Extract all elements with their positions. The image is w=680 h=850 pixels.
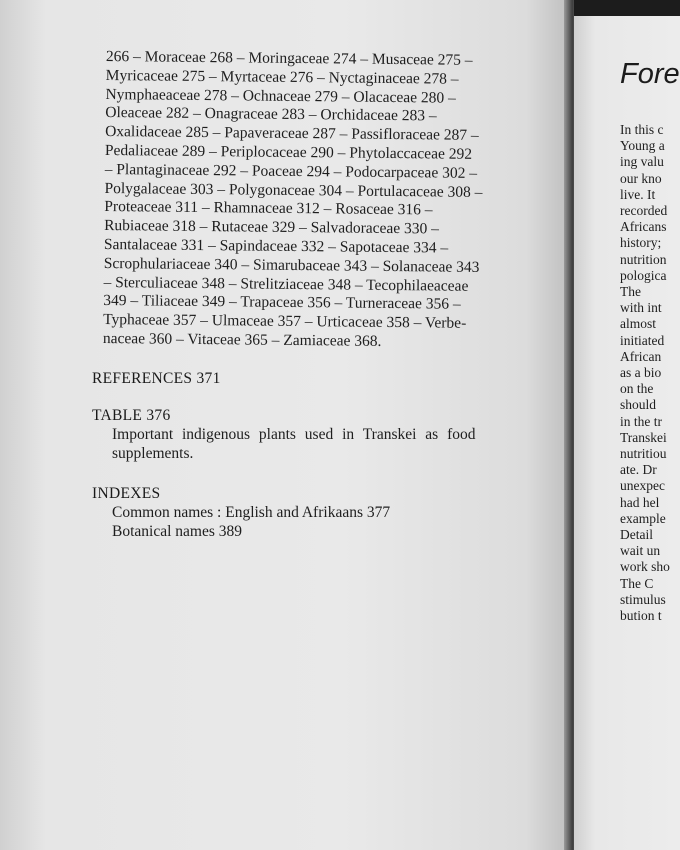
indexes-entry: Common names : English and Afrikaans 377 [112,504,391,521]
indexes-entry: Botanical names 389 [112,523,242,540]
index-line: Rubiaceae 318 – Rutaceae 329 – Salvadoraceae 330 – [104,217,440,238]
foreword-line: on the [620,381,654,397]
foreword-line: pologica [620,267,667,283]
index-line: Oxalidaceae 285 – Papaveraceae 287 – Passifloraceae 287 – [105,123,479,145]
references-heading: REFERENCES 371 [92,370,221,387]
foreword-line: in the tr [620,413,662,429]
foreword-line: In this c [620,122,664,137]
foreword-line: example [620,510,666,526]
foreword-title: Fore [620,58,680,90]
table-description-line: supplements. [112,445,194,462]
index-line: 349 – Tiliaceae 349 – Trapaceae 356 – Turneraceae 356 – [103,292,461,314]
foreword-line: with int [620,300,662,316]
foreword-line: The [620,284,641,300]
foreword-line: ing valu [620,154,664,170]
index-line: Santalaceae 331 – Sapindaceae 332 – Sapotaceae 334 – [103,235,449,257]
foreword-line: stimulus [620,591,666,607]
index-line: – Sterculiaceae 348 – Strelitziaceae 348 – Tecophilaeaceae [103,273,469,295]
foreword-line: our kno [620,170,662,186]
foreword-line: as a bio [620,365,662,381]
table-heading: TABLE 376 [92,407,171,424]
index-line: 266 – Moraceae 268 – Moringaceae 274 – Musaceae 275 – [105,48,473,69]
foreword-line: wait un [620,543,661,559]
index-line: Nymphaeaceae 278 – Ochnaceae 279 – Olacaceae 280 – [105,85,456,107]
foreword-line: African [620,348,662,364]
table-description [112,425,552,463]
index-line: naceae 360 – Vitaceae 365 – Zamiaceae 368. [102,329,382,350]
foreword-line: almost [620,316,656,332]
foreword-line: unexpec [620,478,665,494]
indexes-list [112,503,552,541]
foreword-line: history; [620,235,662,251]
table-description-line: Important indigenous plants used in Transkei as food [112,426,476,443]
foreword-line: live. It [620,186,656,202]
right-page-top-band [574,0,680,16]
family-index-continuation [103,48,556,353]
foreword-line: Africans [620,219,667,235]
foreword-line: nutritiou [620,446,667,462]
index-line: – Plantaginaceae 292 – Poaceae 294 – Podocarpaceae 302 – [104,160,478,182]
index-line: Myricaceae 275 – Myrtaceae 276 – Nyctaginaceae 278 – [105,66,459,88]
foreword-line: ate. Dr [620,462,657,478]
foreword-line: bution t [620,608,662,624]
foreword-line: recorded [620,203,668,219]
index-line: Typhaceae 357 – Ulmaceae 357 – Urticaceae 358 – Verbe- [103,311,467,332]
index-line: Proteaceae 311 – Rhamnaceae 312 – Rosaceae 316 – [104,198,433,219]
foreword-line: Detail [620,527,653,543]
foreword-line: Transkei [620,429,667,445]
foreword-line: had hel [620,494,660,510]
right-page [574,0,680,850]
foreword-line: nutrition [620,251,667,267]
index-line: Polygalaceae 303 – Polygonaceae 304 – Portulacaceae 308 – [104,179,483,201]
foreword-line: should [620,397,657,413]
foreword-line: Young a [620,138,665,154]
foreword-line: work sho [620,559,670,575]
indexes-heading: INDEXES [92,485,161,502]
foreword-line: The C [620,575,654,591]
index-line: Pedaliaceae 289 – Periplocaceae 290 – Phytolaccaceae 292 [104,141,473,163]
foreword-line: initiated [620,332,665,348]
index-line: Oleaceae 282 – Onagraceae 283 – Orchidaceae 283 – [105,104,437,125]
index-line: Scrophulariaceae 340 – Simarubaceae 343 – Solanaceae 343 [103,254,480,276]
foreword-text [620,122,680,624]
